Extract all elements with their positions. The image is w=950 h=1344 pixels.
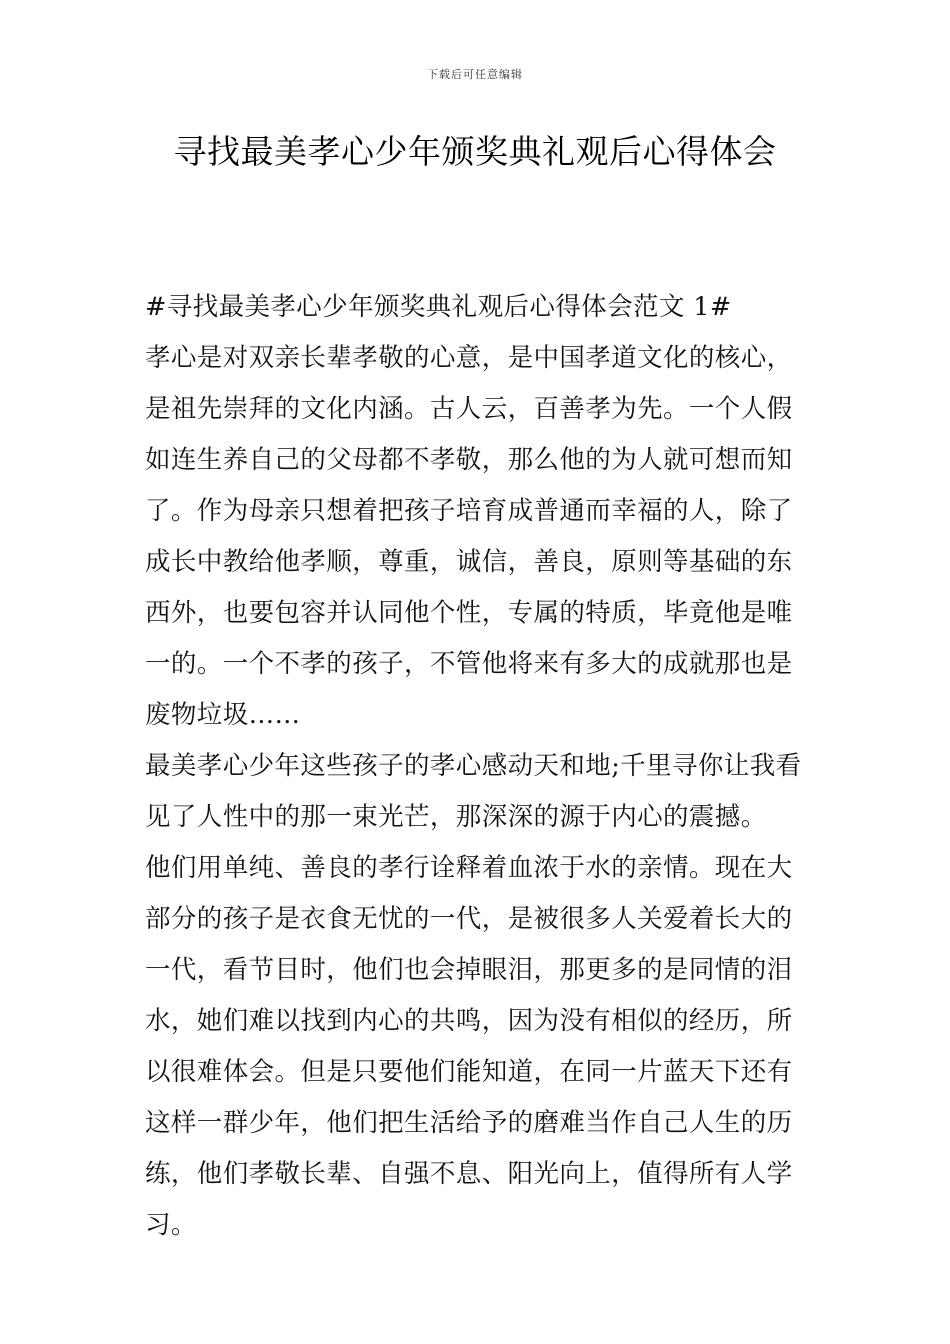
section-heading: #寻找最美孝心少年颁奖典礼观后心得体会范文 1# (145, 292, 732, 322)
document-title: 寻找最美孝心少年颁奖典礼观后心得体会 (173, 132, 777, 171)
document-body (145, 282, 810, 1251)
paragraph-2: 最美孝心少年这些孩子的孝心感动天和地;千里寻你让我看见了人性中的那一束光芒，那深深的源于内心的震撼。 (145, 751, 802, 832)
page-header-note: 下载后可任意编辑 (427, 68, 523, 81)
paragraph-1: 孝心是对双亲长辈孝敬的心意，是中国孝道文化的核心，是祖先崇拜的文化内涵。古人云，百善孝为先。一个人假如连生养自己的父母都不孝敬，那么他的为人就可想而知了。作为母亲只想着把孩子培育成普通而幸福的人，除了成长中教给他孝顺，尊重，诚信，善良，原则等基础的东西外，也要包容并认同他个性，专属的特质，毕竟他是唯一的。一个不孝的孩子，不管他将来有多大的成就那也是废物垃圾…… (145, 343, 793, 730)
paragraph-3: 他们用单纯、善良的孝行诠释着血浓于水的亲情。现在大部分的孩子是衣食无忧的一代，是被很多人关爱着长大的一代，看节目时，他们也会掉眼泪，那更多的是同情的泪水，她们难以找到内心的共鸣，因为没有相似的经历，所以很难体会。但是只要他们能知道，在同一片蓝天下还有这样一群少年，他们把生活给予的磨难当作自己人生的历练，他们孝敬长辈、自强不息、阳光向上，值得所有人学习。 (145, 853, 793, 1240)
